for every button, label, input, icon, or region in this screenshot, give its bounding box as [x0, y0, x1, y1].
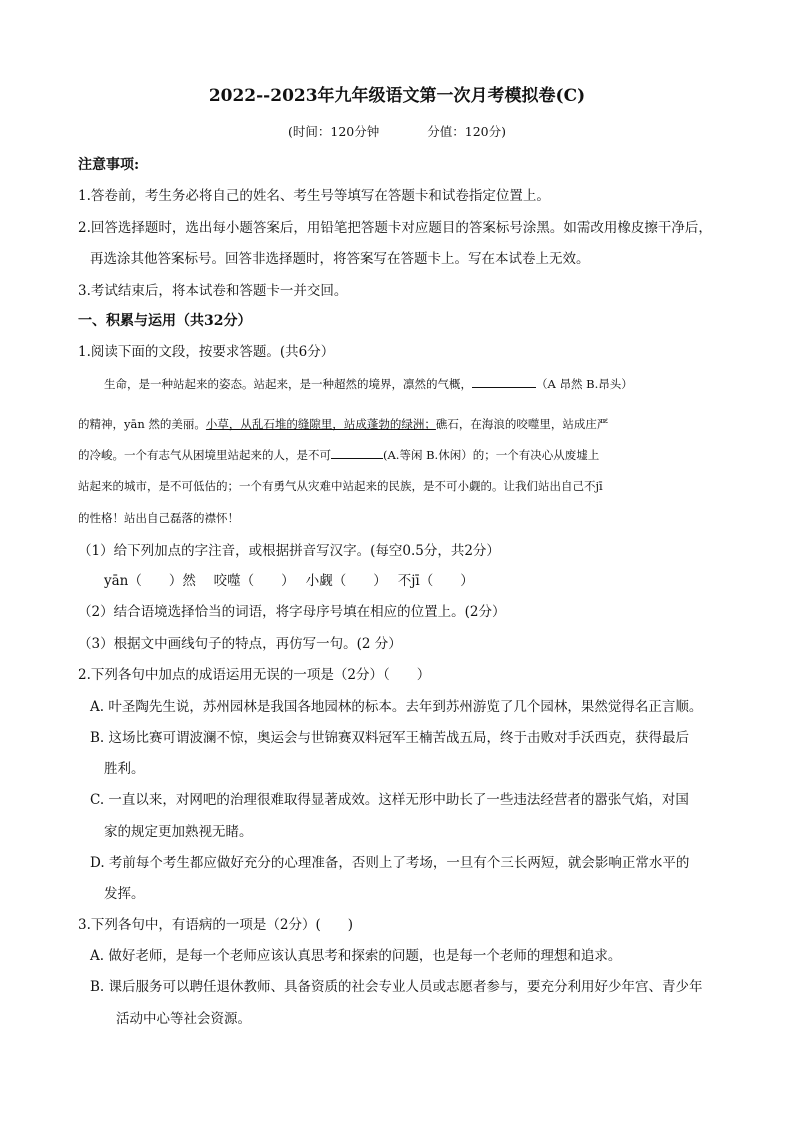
q2-option-c-line2: 家的规定更加熟视无睹。	[104, 824, 253, 840]
passage-l2a: 的精神，yān 然的美丽。	[78, 417, 206, 431]
exam-title: 2022--2023年九年级语文第一次月考模拟卷(C)	[208, 86, 586, 106]
passage-line-2	[78, 414, 608, 434]
passage-l2b: 礁石，在海浪的咬噬里，站成庄严	[435, 417, 609, 431]
q1-sub-1: （1）给下列加点的字注音，或根据拼音写汉字。(每空0.5分，共2分）	[78, 543, 500, 559]
q3-option-a: A. 做好老师，是每一个老师应该认真思考和探索的问题，也是每一个老师的理想和追求。	[90, 948, 622, 964]
note-3: 3.考试结束后，将本试卷和答题卡一并交回。	[78, 283, 348, 299]
section-1-heading: 一、积累与运用（共32分）	[78, 313, 252, 329]
note-2-line2: 再选涂其他答案标号。回答非选择题时，将答案写在答题卡上。写在本试卷上无效。	[90, 251, 590, 267]
q1-sub-3: （3）根据文中画线句子的特点，再仿写一句。(2 分）	[78, 636, 402, 652]
passage-line-1	[104, 374, 633, 394]
passage-l1b: （A 昂然 B.昂头）	[536, 377, 633, 391]
answer-blank[interactable]	[331, 446, 383, 459]
note-1: 1.答卷前，考生务必将自己的姓名、考生号等填写在答题卡和试卷指定位置上。	[78, 188, 550, 204]
q2-option-d-line1: D. 考前每个考生都应做好充分的心理准备，否则上了考场，一旦有个三长两短，就会影响正常水平的	[90, 855, 690, 871]
score-label: 分值：120分)	[427, 124, 506, 139]
q1-sub-2: （2）结合语境选择恰当的词语，将字母序号填在相应的位置上。(2分）	[78, 604, 506, 620]
passage-line-5: 的性格！站出自己磊落的襟怀！	[78, 511, 239, 525]
q3-option-b-line1: B. 课后服务可以聘任退休教师、具备资质的社会专业人员或志愿者参与，要充分利用好少年宫、青少年	[90, 979, 703, 995]
q2-option-a: A. 叶圣陶先生说，苏州园林是我国各地园林的标本。去年到苏州游览了几个园林，果然觉得名正言顺。	[90, 699, 703, 715]
passage-line-4: 站起来的城市，是不可低估的；一个有勇气从灾难中站起来的民族，是不可小觑的。让我们站出自己不jī	[78, 479, 603, 493]
time-label: (时间：120分钟	[288, 124, 380, 139]
q2-option-b-line2: 胜利。	[104, 761, 145, 777]
q1-stem: 1.阅读下面的文段，按要求答题。(共6分）	[78, 344, 335, 360]
q2-stem: 2.下列各句中加点的成语运用无误的一项是（2分）（ ）	[78, 667, 431, 683]
note-2-line1: 2.回答选择题时，选出每小题答案后，用铅笔把答题卡对应题目的答案标号涂黑。如需改用橡皮擦干净后，	[78, 220, 712, 236]
q2-option-c-line1: C. 一直以来，对网吧的治理很难取得显著成效。这样无形中助长了一些违法经营者的嚣张气焰，对国	[90, 792, 689, 808]
q3-stem: 3.下列各句中，有语病的一项是（2分）( )	[78, 917, 354, 933]
passage-line-3	[78, 445, 599, 465]
exam-subtitle	[0, 122, 794, 142]
answer-blank[interactable]	[472, 375, 536, 388]
passage-l3a: 的冷峻。一个有志气从困境里站起来的人，是不可	[78, 448, 331, 462]
q2-option-d-line2: 发挥。	[104, 886, 145, 902]
passage-l3b: (A.等闲 B.休闲）的；一个有决心从废墟上	[383, 448, 600, 462]
passage-l1a: 生命，是一种站起来的姿态。站起来，是一种超然的境界，凛然的气概，	[104, 377, 472, 391]
notes-heading: 注意事项:	[78, 157, 140, 173]
q2-option-b-line1: B. 这场比赛可谓波澜不惊，奥运会与世锦赛双料冠军王楠苦战五局，终于击败对手沃西克，获得最后	[90, 730, 690, 746]
q3-option-b-line2: 活动中心等社会资源。	[116, 1011, 251, 1027]
underlined-sentence: 小草，从乱石堆的缝隙里，站成蓬勃的绿洲；	[205, 417, 436, 431]
q1-sub-1-items: yān（ ）然 咬噬（ ） 小觑（ ） 不jī（ ）	[104, 573, 474, 589]
